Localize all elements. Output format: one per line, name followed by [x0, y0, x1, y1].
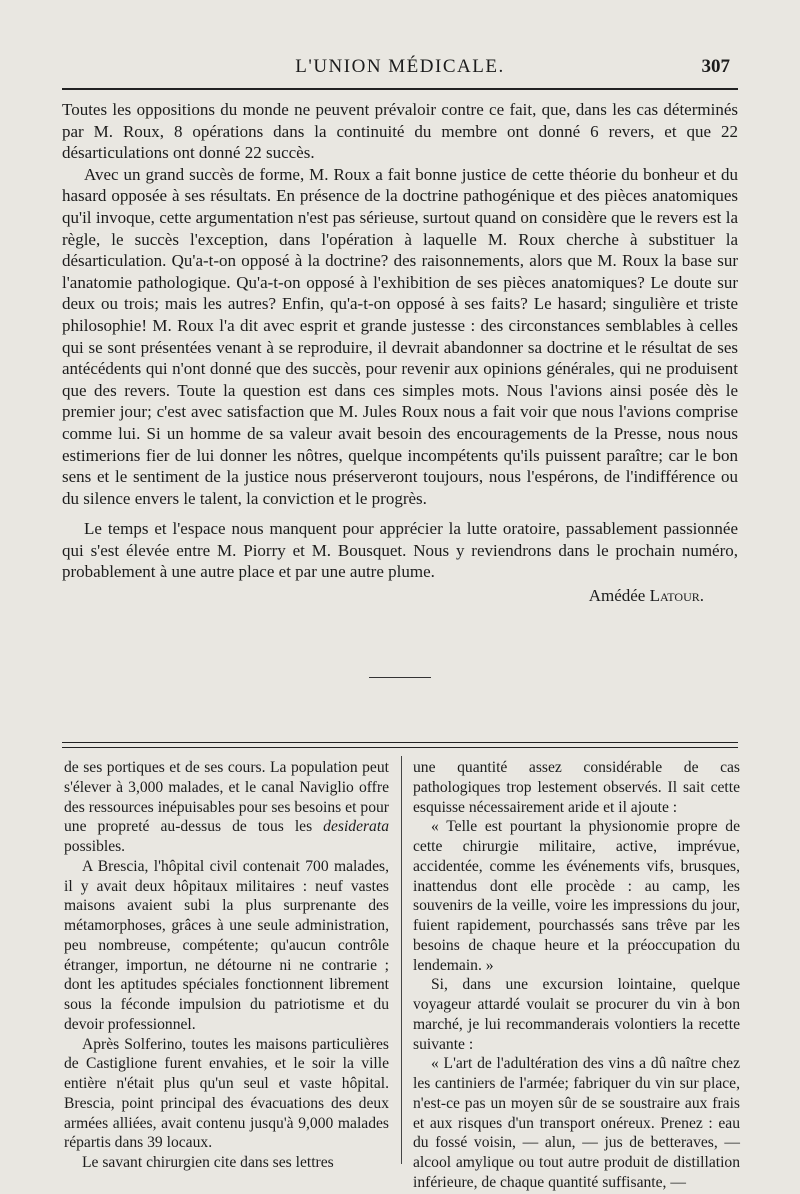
- left-paragraph-2: A Brescia, l'hôpital civil contenait 700 malades, il y avait deux hôpitaux militaires : neuf vastes maisons avaient subi la plus surprenante des métamorphoses, grâces à une seule administration, peu nombreuse, compétente; qu'aucun contrôle étranger, importun, ne détourne ni ne contrarie ; dont les aptitudes spéciales fonctionnent librement sous la féconde impulsion du patriotisme et du devoir professionnel.: [64, 857, 389, 1033]
- right-paragraph-3: Si, dans une excursion lointaine, quelque voyageur attardé voulait se procurer du vin à bon marché, je lui recommanderais volontiers la recette suivante :: [413, 976, 740, 1053]
- left-paragraph-1: [64, 758, 389, 857]
- right-paragraph-2: « Telle est pourtant la physionomie propre de cette chirurgie militaire, active, imprévue, accidentée, comme les événements vifs, brusques, inattendus dont elle procède : au camp, les souvenirs de la veille, voire les impressions du jour, fuient rapidement, pourchassés sans trêve par les besoins de chaque heure et la préoccupation du lendemain. »: [413, 818, 740, 974]
- page-number: 307: [701, 56, 730, 77]
- left-p1-end: possibles.: [64, 838, 126, 855]
- article-paragraph-3: Le temps et l'espace nous manquent pour apprécier la lutte oratoire, passablement passionnée qui s'est élevée entre M. Piorry et M. Bousquet. Nous y reviendrons dans le prochain numéro, probablement à une autre place et par une autre plume.: [62, 519, 738, 582]
- section-divider-short: [369, 677, 431, 678]
- signature-name: Amédée: [588, 586, 650, 606]
- article-paragraph-2: Avec un grand succès de forme, M. Roux a fait bonne justice de cette théorie du bonheur et du hasard opposée à ses résultats. En présence de la doctrine pathogénique et des pièces anatomiques qu'il invoque, cette argumentation n'est pas sérieuse, surtout quand on considère que le revers est la règle, le succès l'exception, dans l'opération à laquelle M. Roux cherche à substituer la désarticulation. Qu'a-t-on opposé à la doctrine? des raisonnements, alors que M. Roux la base sur l'anatomie pathologique. Qu'a-t-on opposé à l'exhibition de ses pièces anatomiques? Le doute sur deux ou trois; mais les autres? Enfin, qu'a-t-on opposé à ses faits? Le hasard; singulière et triste philosophie! M. Roux l'a dit avec esprit et grande justesse : des circonstances semblables à celles qui se sont présentées venant à se reproduire, il devrait abandonner sa doctrine et le résultat de ses antécédents qui n'ont donné que des succès, pour revenir aux opinions générales, qui ne produisent que des revers. Toute la question est dans ces simples mots. Nous l'avions ainsi posée dès le premier jour; c'est avec satisfaction que M. Jules Roux nous a fait voir que nous l'avions comprise comme lui. Si un homme de sa valeur avait besoin des encouragements de la Presse, nous nous estimerions fier de lui donner les nôtres, quelque incompétents qu'ils puissent paraître; car le bon sens et le sentiment de la justice nous préserveront toujours, nous l'espérons, de l'indifférence ou du silence envers le talent, la conviction et le progrès.: [62, 164, 738, 508]
- left-p1-italic: desiderata: [323, 818, 389, 836]
- left-paragraph-3: Après Solferino, toutes les maisons particulières de Castiglione furent envahies, et le soir la ville entière n'était plus qu'un seul et vaste hôpital. Brescia, point principal des évacuations des deux armées alliées, avait contenu jusqu'à 9,000 malades répartis dans 39 locaux.: [64, 1035, 389, 1152]
- right-paragraph-1: une quantité assez considérable de cas pathologiques trop lestement observés. Il sait cette esquisse nécessairement aride et il ajoute :: [413, 759, 740, 816]
- column-divider: [401, 756, 402, 1164]
- signature-end: .: [699, 586, 704, 606]
- running-title: L'UNION MÉDICALE.: [295, 56, 505, 77]
- left-p1-text: de ses portiques et de ses cours. La population peut s'élever à 3,000 malades, et le canal Naviglio offre des ressources inépuisables pour ses besoins et pour une propreté au-dessus de tous les: [64, 759, 389, 836]
- author-signature: [62, 585, 738, 607]
- right-column: [413, 758, 740, 1193]
- signature-surname: Latour: [649, 586, 700, 606]
- page-header: [62, 56, 738, 82]
- article-paragraph-1: Toutes les oppositions du monde ne peuvent prévaloir contre ce fait, que, dans les cas déterminés par M. Roux, 8 opérations dans la continuité du membre ont donné 6 revers, et que 22 désarticulations ont donné 22 succès.: [62, 100, 738, 163]
- left-paragraph-4: Le savant chirurgien cite dans ses lettres: [82, 1154, 334, 1171]
- header-rule: [62, 88, 738, 90]
- feuilleton-divider: [62, 742, 738, 748]
- right-paragraph-4: « L'art de l'adultération des vins a dû naître chez les cantiniers de l'armée; fabriquer du vin sur place, n'est-ce pas un moyen sûr de se soustraire aux frais et aux risques d'un transport onéreux. Prenez : eau du fossé voisin, — alun, — jus de betteraves, — alcool amylique ou tout autre produit de distillation inférieure, de chaque quantité suffisante, —: [413, 1055, 740, 1191]
- left-column: [64, 758, 389, 1173]
- article-body: [62, 99, 738, 607]
